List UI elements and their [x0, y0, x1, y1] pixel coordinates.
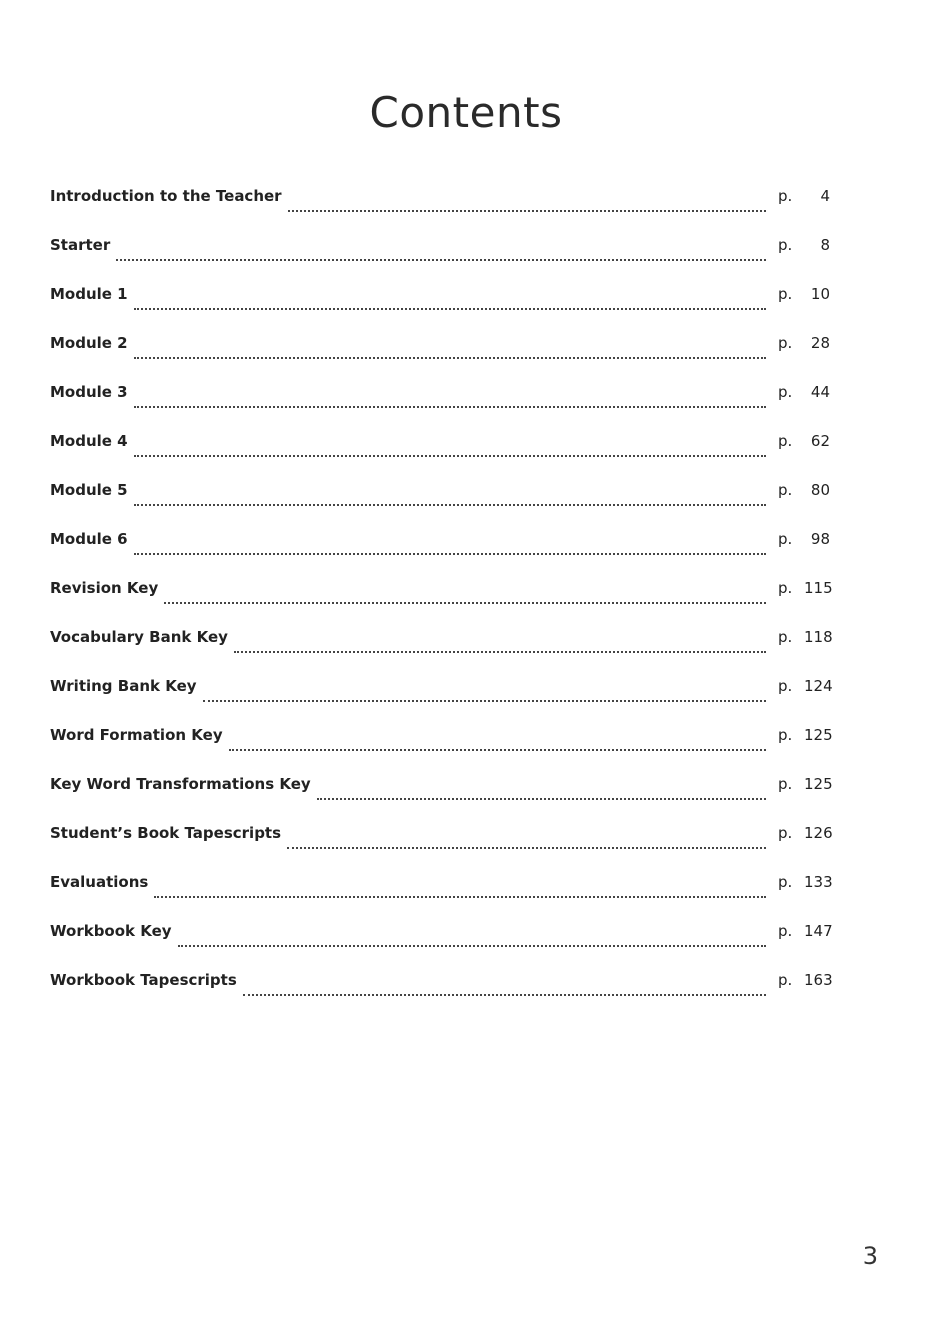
dot-leader [234, 651, 766, 653]
toc-entry-label: Module 6 [50, 530, 128, 548]
toc-entry-label: Module 4 [50, 432, 128, 450]
toc-entry-page: 163 [804, 971, 833, 989]
toc-entry-label: Module 1 [50, 285, 128, 303]
toc-entry-page: 80 [810, 481, 830, 499]
page-prefix: p. [778, 432, 793, 450]
toc-entry [50, 803, 833, 852]
dot-leader [116, 259, 766, 261]
toc-entry-page: 125 [804, 775, 833, 793]
toc-entry-page: 10 [810, 285, 830, 303]
footer-page-number: 3 [862, 1242, 878, 1270]
toc-entry [50, 901, 833, 950]
page-prefix: p. [778, 579, 793, 597]
toc-entry-label: Evaluations [50, 873, 149, 891]
toc-entry-label: Word Formation Key [50, 726, 223, 744]
dot-leader [134, 308, 766, 310]
toc-entry-label: Vocabulary Bank Key [50, 628, 228, 646]
dot-leader [229, 749, 766, 751]
toc-entry-page: 98 [810, 530, 830, 548]
dot-leader [164, 602, 766, 604]
toc-entry-page: 4 [820, 187, 830, 205]
toc-entry-label: Writing Bank Key [50, 677, 197, 695]
toc-entry [50, 166, 830, 215]
page-prefix: p. [778, 530, 793, 548]
toc-entry [50, 754, 833, 803]
page-prefix: p. [778, 873, 793, 891]
page-prefix: p. [778, 824, 793, 842]
page-prefix: p. [778, 775, 793, 793]
page-prefix: p. [778, 922, 793, 940]
toc-entry-label: Student’s Book Tapescripts [50, 824, 282, 842]
toc-entry-page: 8 [820, 236, 830, 254]
dot-leader [178, 945, 766, 947]
toc-entry-page: 44 [810, 383, 830, 401]
toc-entry [50, 264, 830, 313]
toc-entry-label: Introduction to the Teacher [50, 187, 282, 205]
dot-leader [134, 553, 766, 555]
dot-leader [154, 896, 766, 898]
toc-entry [50, 215, 830, 264]
toc-entry-label: Revision Key [50, 579, 159, 597]
dot-leader [134, 357, 766, 359]
page-prefix: p. [778, 481, 793, 499]
toc-entry-page: 125 [804, 726, 833, 744]
dot-leader [134, 406, 766, 408]
toc-entry-page: 126 [804, 824, 833, 842]
toc-entry-page: 133 [804, 873, 833, 891]
dot-leader [203, 700, 766, 702]
dot-leader [287, 847, 766, 849]
page-prefix: p. [778, 971, 793, 989]
page-prefix: p. [778, 628, 793, 646]
page-prefix: p. [778, 383, 793, 401]
toc-entry [50, 705, 833, 754]
toc-entry-label: Workbook Tapescripts [50, 971, 237, 989]
page-title: Contents [369, 88, 563, 137]
toc-entry-label: Key Word Transformations Key [50, 775, 311, 793]
toc-entry [50, 460, 830, 509]
toc-entry [50, 607, 833, 656]
toc-entry [50, 558, 833, 607]
toc-entry [50, 950, 833, 999]
dot-leader [134, 504, 766, 506]
toc-entry-label: Module 3 [50, 383, 128, 401]
toc-entry-page: 62 [810, 432, 830, 450]
toc-entry-label: Module 5 [50, 481, 128, 499]
page-prefix: p. [778, 677, 793, 695]
page-prefix: p. [778, 285, 793, 303]
page-prefix: p. [778, 187, 793, 205]
toc-entry [50, 656, 833, 705]
toc-entry-page: 115 [804, 579, 833, 597]
toc-entry [50, 411, 830, 460]
toc-entry [50, 509, 830, 558]
table-of-contents [50, 166, 833, 999]
dot-leader [243, 994, 766, 996]
toc-entry-page: 124 [804, 677, 833, 695]
toc-entry [50, 362, 830, 411]
page-prefix: p. [778, 334, 793, 352]
toc-entry-page: 118 [804, 628, 833, 646]
toc-entry-page: 147 [804, 922, 833, 940]
toc-entry [50, 313, 830, 362]
toc-entry-page: 28 [810, 334, 830, 352]
dot-leader [134, 455, 766, 457]
toc-entry [50, 852, 833, 901]
toc-entry-label: Starter [50, 236, 111, 254]
page-prefix: p. [778, 236, 793, 254]
toc-entry-label: Module 2 [50, 334, 128, 352]
dot-leader [288, 210, 766, 212]
toc-entry-label: Workbook Key [50, 922, 172, 940]
dot-leader [317, 798, 766, 800]
page-prefix: p. [778, 726, 793, 744]
